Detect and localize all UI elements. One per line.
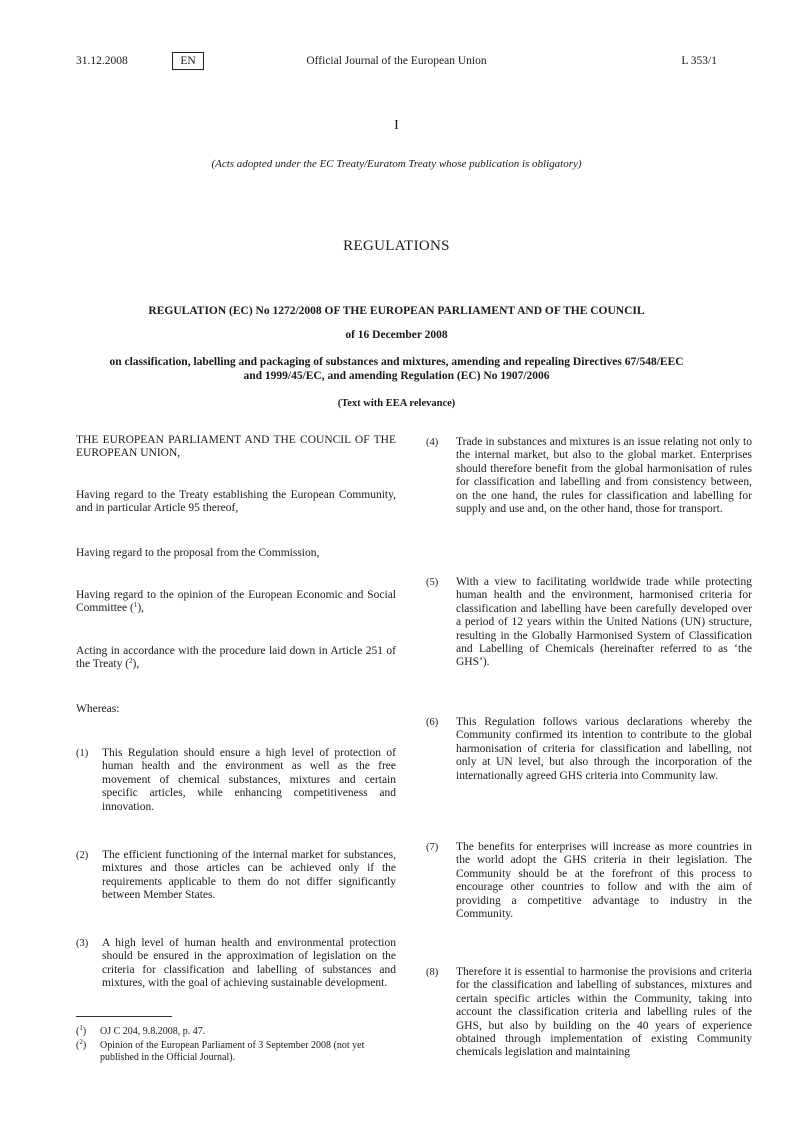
eea-relevance: (Text with EEA relevance) — [337, 398, 456, 409]
page-reference: L 353/1 — [681, 55, 717, 67]
recital-number: (6) — [426, 717, 439, 728]
journal-title: Official Journal of the European Union — [306, 55, 487, 67]
citation-procedure: Acting in accordance with the procedure laid down in Article 251 of the Treaty ($^2$), — [76, 645, 396, 671]
recital-text: This Regulation should ensure a high level of protection of human health and the environment as well as the free movement of chemical substances, mixtures and certain specific articles, while enhancing competitiveness and innovation. — [102, 747, 396, 813]
recital-number: (4) — [426, 437, 439, 448]
footnote-text: Opinion of the European Parliament of 3 September 2008 (not yet published in the Official Journal). — [100, 1040, 365, 1063]
recital-text: A high level of human health and environmental protection should be ensured in the approximation of legislation on the criteria for classification and labelling of substances and mixtures, with the goal of achieving sustainable development. — [102, 937, 396, 990]
recital-text: The benefits for enterprises will increase as more countries in the world adopt the GHS criteria in their legislation. The Community should be at the forefront of this process to encourage other countries to follow and with the aim of providing a competitive advantage to industry in the Community. — [456, 841, 752, 921]
recital-number: (3) — [76, 938, 89, 949]
recital-text: Therefore it is essential to harmonise the provisions and criteria for the classification and labelling of substances, mixtures and certain specific articles within the Community, taking into account the classification criteria and labelling rules of the GHS, but also by building on the 40 years of experience obtained through implementation of existing Community chemicals legislation and maintaining — [456, 966, 752, 1059]
publication-date: 31.12.2008 — [76, 55, 128, 67]
recital-number: (1) — [76, 748, 89, 759]
citation-treaty: Having regard to the Treaty establishing the European Community, and in particular Article 95 thereof, — [76, 489, 396, 515]
recital-number: (2) — [76, 850, 89, 861]
part-numeral: I — [394, 118, 399, 133]
recital-number: (5) — [426, 577, 439, 588]
preamble: THE EUROPEAN PARLIAMENT AND THE COUNCIL OF THE EUROPEAN UNION, — [76, 434, 396, 460]
footnote-number: ($^2$) — [76, 1038, 87, 1051]
footnote-divider — [76, 1016, 172, 1017]
recital-text: The efficient functioning of the internal market for substances, mixtures and those articles can be achieved only if the requirements applicable to them do not differ significantly between Member States. — [102, 849, 396, 902]
citation-ecosoc: Having regard to the opinion of the European Economic and Social Committee ($^1$), — [76, 589, 396, 615]
regulation-title: REGULATION (EC) No 1272/2008 OF THE EUROPEAN PARLIAMENT AND OF THE COUNCIL — [148, 305, 645, 317]
citation-proposal: Having regard to the proposal from the Commission, — [76, 547, 320, 559]
recital-number: (8) — [426, 967, 439, 978]
recital-text: This Regulation follows various declarations whereby the Community confirmed its intention to contribute to the global harmonisation of criteria for classification and labelling, not only at UN level, but also through the incorporation of the internationally agreed GHS criteria into Community law. — [456, 716, 752, 782]
regulation-subject: on classification, labelling and packaging of substances and mixtures, amending and repealing Directives 67/548/EEC and 1999/45/EC, and amending Regulation (EC) No 1907/2006 — [109, 356, 684, 382]
footnote-text: OJ C 204, 9.8.2008, p. 47. — [100, 1026, 206, 1037]
acts-note: (Acts adopted under the EC Treaty/Euratom Treaty whose publication is obligatory) — [211, 158, 582, 170]
recital-text: Trade in substances and mixtures is an issue relating not only to the internal market, but also to the global market. Enterprises should therefore benefit from the global harmonisation of rules for classification and labelling and from consistency between, on the one hand, the rules for classification and labelling for supply and use and, on the other hand, those for transport. — [456, 436, 752, 516]
whereas-heading: Whereas: — [76, 703, 120, 715]
footnote-number: ($^1$) — [76, 1024, 87, 1037]
regulation-date: of 16 December 2008 — [345, 329, 448, 341]
language-badge: EN — [172, 52, 204, 70]
recital-number: (7) — [426, 842, 439, 853]
recital-text: With a view to facilitating worldwide trade while protecting human health and the environment, harmonised criteria for classification and labelling have been carefully developed over a period of 12 years within the United Nations (UN) structure, resulting in the Globally Harmonised System of Classification and Labelling of Chemicals (hereinafter referred to as ‘the GHS’). — [456, 576, 752, 669]
section-heading: REGULATIONS — [343, 238, 450, 254]
